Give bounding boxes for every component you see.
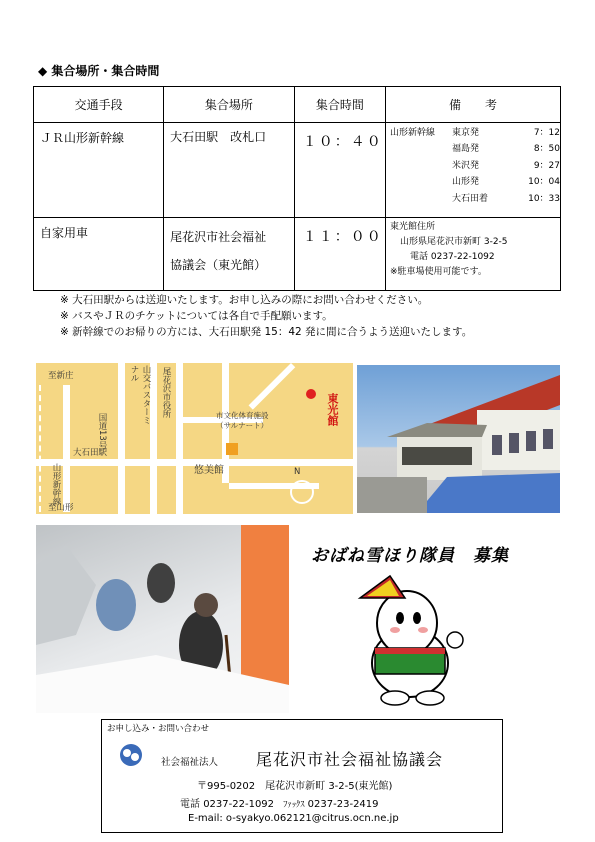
row1-time: １０：４０ [294,123,385,218]
contact-box [101,719,503,833]
org-prefix: 社会福祉法人 [161,757,219,768]
notes-line-label: 山形新幹線 [390,128,436,138]
map-label-oishida-station: 大石田駅 [73,448,108,458]
contact-address: 〒995-0202 尾花沢市新町 3-2-5(東光館) [197,781,393,792]
tokokan-marker [306,389,316,399]
contact-phone-line [180,795,379,810]
schedule-time: 10：33 [528,193,560,204]
footnote: ※ 大石田駅からは送迎いたします。お申し込みの際にお問い合わせください。 [60,294,429,306]
phone-number: 0237-22-1092 [203,799,275,810]
map-label-shinjo: 至新庄 [48,371,74,381]
fax-label: ﾌｧｯｸｽ [283,800,305,810]
header-place: 集合場所 [164,87,295,123]
row2-place-line2: 協議会（東光館） [170,257,267,272]
schedule-station: 大石田着 [452,193,489,204]
snow-shoveling-photo [36,525,289,713]
recruit-title: おばね雪ほり隊員 募集 [311,546,509,566]
row2-time: １１：００ [294,218,385,291]
map-label-yubikan: 悠美館 [194,465,224,476]
schedule-time: 9：27 [533,160,560,171]
schedule-time: 8：50 [533,144,560,155]
yubikan-marker [226,443,238,455]
schedule-time: 10：04 [528,177,560,188]
map-label-north: N [294,467,301,477]
contact-email[interactable]: E-mail: o-syakyo.062121@citrus.ocn.ne.jp [188,813,399,824]
row2-notes [386,218,561,291]
building-photo [357,365,560,513]
footnote: ※ 新幹線でのお帰りの方には、大石田駅発 15：42 発に間に合うよう送迎いたします。 [60,326,473,339]
contact-heading: お申し込み・お問い合わせ [107,724,210,734]
table-row [34,218,561,291]
snowman-mascot [345,568,475,710]
header-time: 集合時間 [294,87,385,123]
org-name: 尾花沢市社会福祉協議会 [256,750,444,769]
notes-address-label: 東光館住所 [390,222,436,232]
schedule-table [33,86,561,291]
schedule-station: 米沢発 [452,160,480,171]
table-header-row [34,87,561,123]
fax-number: 0237-23-2419 [307,799,379,810]
table-row [34,123,561,218]
map-label-yamagata: 至山形 [48,503,74,513]
notes-phone: 電話 0237-22-1092 [410,252,495,262]
row1-place: 大石田駅 改札口 [164,123,295,218]
footnote: ※ バスやＪＲのチケットについては各自で手配願います。 [60,310,333,323]
footnotes [60,292,472,341]
schedule-station: 福島発 [452,144,480,155]
schedule-station: 東京発 [452,128,480,138]
map-label-shinkansen: 山形新幹線 [51,463,61,506]
map-label-tokokan: 東光館 [326,393,339,426]
notes-parking: ※駐車場使用可能です。 [390,267,487,277]
row2-place [164,218,295,291]
map-label-culture-gym: 市文化体育施設（サルナート） [216,411,269,430]
row1-notes [386,123,561,218]
header-transport: 交通手段 [34,87,164,123]
org-logo-icon [116,743,146,767]
access-map [36,363,353,514]
header-notes: 備 考 [386,87,561,123]
schedule-station: 山形発 [452,177,480,188]
schedule-time: 7：12 [533,128,560,138]
row2-place-line1: 尾花沢市社会福祉 [170,230,267,244]
map-label-bus-terminal: 山交バスターミナル [129,365,151,425]
row1-mode: ＪＲ山形新幹線 [34,123,164,218]
section-heading: ◆ 集合場所・集合時間 [38,64,160,78]
map-label-route13: 国道13号 [97,413,107,450]
notes-address: 山形県尾花沢市新町 3-2-5 [400,237,508,247]
row2-mode: 自家用車 [34,218,164,291]
phone-label: 電話 [180,799,200,810]
map-label-city-hall: 尾花沢市役所 [161,367,171,418]
